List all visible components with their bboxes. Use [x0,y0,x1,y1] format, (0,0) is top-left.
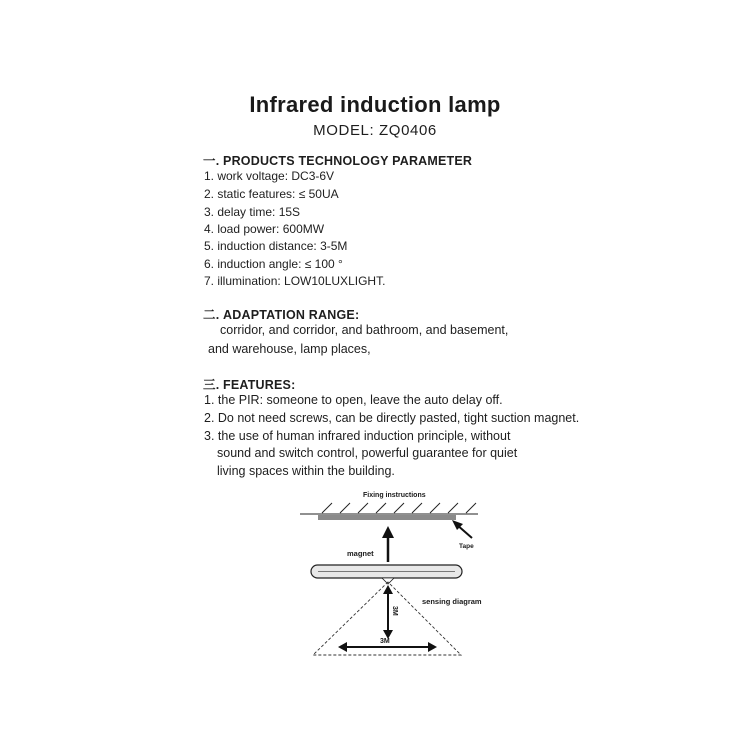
magnet-label: magnet [347,549,374,558]
tape-strip [318,515,456,520]
document-title: Infrared induction lamp [249,92,501,117]
feature-line: living spaces within the building. [217,464,395,478]
ceiling-hatch [322,503,476,513]
magnet-arrowhead [382,526,394,538]
feature-line: sound and switch control, powerful guarantee for quiet [217,446,518,460]
parameter-item: 4. load power: 600MW [204,222,325,236]
sensor-point [382,578,394,584]
horizontal-distance-label: 3M [380,638,390,645]
feature-line: 2. Do not need screws, can be directly pasted, tight suction magnet. [204,411,580,425]
feature-line: 3. the use of human infrared induction principle, without [204,429,511,443]
adaptation-line: and warehouse, lamp places, [208,342,371,356]
horizontal-arrowhead-left [338,642,347,652]
vertical-arrowhead-top [383,585,393,594]
parameter-item: 1. work voltage: DC3-6V [204,169,335,183]
section-heading-features: 三. FEATURES: [203,378,296,392]
section-heading-parameters: 一. PRODUCTS TECHNOLOGY PARAMETER [203,154,473,168]
fixing-instructions-label: Fixing instructions [363,492,426,499]
parameter-item: 2. static features: ≤ 50UA [204,187,339,201]
adaptation-line: corridor, and corridor, and bathroom, and basement, [220,323,509,337]
parameter-item: 6. induction angle: ≤ 100 ° [204,257,343,271]
horizontal-arrowhead-right [428,642,437,652]
tape-label: Tape [459,543,474,550]
vertical-distance-label: 3M [391,606,398,616]
parameter-item: 5. induction distance: 3-5M [204,239,348,253]
model-number: MODEL: ZQ0406 [313,122,437,139]
parameter-item: 7. illumination: LOW10LUXLIGHT. [204,274,386,288]
parameter-item: 3. delay time: 15S [204,205,301,219]
sensing-diagram-label: sensing diagram [422,597,482,606]
feature-line: 1. the PIR: someone to open, leave the auto delay off. [204,393,503,407]
section-heading-adaptation: 二. ADAPTATION RANGE: [203,308,360,322]
